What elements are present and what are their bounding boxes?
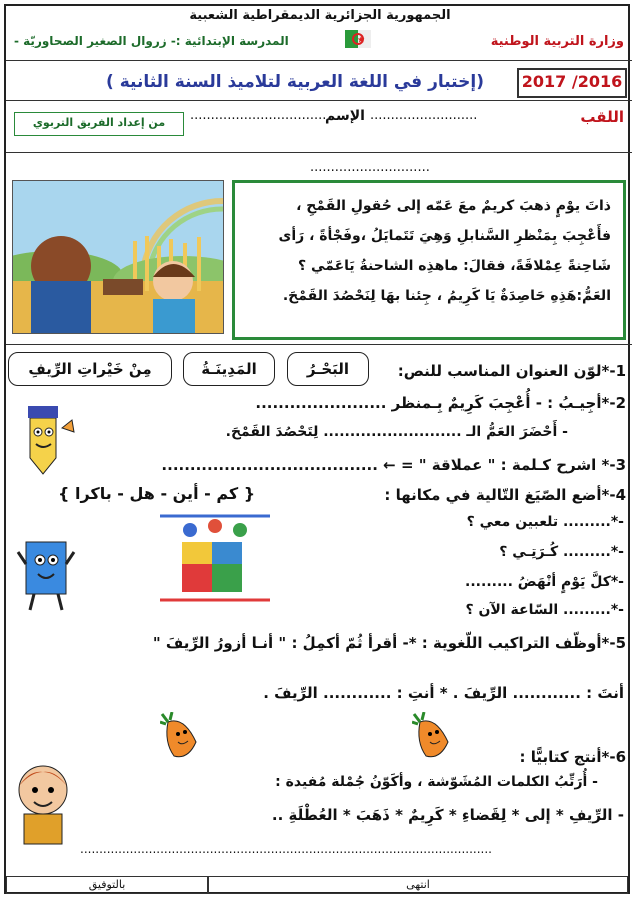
q4-line-1: -*......... تلعبين معي ؟ xyxy=(466,514,624,530)
question-1: 1-*لوّن العنوان المناسب للنص: xyxy=(397,362,626,380)
question-6: 6-*أنتج كتابيًّا : xyxy=(519,748,626,766)
title-option-city[interactable]: المَدِينَـةُ xyxy=(183,352,275,386)
boy-mascot-icon xyxy=(10,756,76,852)
question-6-words: - الرِّيفِ * إلى * لِقَضاءِ * كَرِيمٌ * ذَهَبَ * العُطْلَةِ .. xyxy=(271,806,624,824)
title-option-sea[interactable]: البَحْـرُ xyxy=(287,352,369,386)
q4-line-2: -*......... كُـرَتِـي ؟ xyxy=(499,544,624,560)
question-4-words: { كم - أين - هل - باكرا } xyxy=(58,484,256,503)
carrot-mascot-icon xyxy=(160,712,208,768)
surname-label: اللقب xyxy=(580,108,624,126)
school-year: 2017 /2016 xyxy=(521,72,623,91)
ministry-name: وزارة التربية الوطنية xyxy=(490,34,624,49)
surname-dots: .......................... xyxy=(370,108,478,123)
wheat-field-illustration xyxy=(12,180,224,334)
story-line: فأَعْجِبَ بِمَنْظرِ السَّنابلِ وَهِيَ تَتَمايَلُ ،وفَجْأةً ، رَأى xyxy=(278,228,611,244)
title-option-countryside[interactable]: مِنْ خَيْراتِ الرِّيفِ xyxy=(8,352,172,386)
story-line: شَاحِنةً عِمْلاقَةً، فقالَ: ماهذِه الشاحنةُ يَاعَمّي ؟ xyxy=(298,258,611,274)
prepared-by: من إعداد الفريق التربوي xyxy=(32,116,166,129)
q4-line-4: -*......... السّاعة الآن ؟ xyxy=(465,602,624,618)
footer-good-luck: بالتوفيق xyxy=(6,876,208,894)
puzzle-people-icon xyxy=(160,512,270,608)
answer-dots: ............................................................................................................ xyxy=(80,842,492,856)
pencil-mascot-icon xyxy=(18,398,76,480)
name-dots: ................................. xyxy=(190,108,327,123)
story-line: ذاتَ يوْمٍ ذهبَ كريمٌ معَ عَمّه إلى حُقولِ القَمْحِ ، xyxy=(296,198,611,214)
q4-line-3: -*كلَّ يَوْمٍ أنْهَضُ ......... xyxy=(465,574,624,590)
carrot-mascot-icon xyxy=(412,712,460,768)
school-name: المدرسة الإبتدائية :- زروال الصغير الصحاوريّة - xyxy=(14,34,289,48)
republic-title: الجمهورية الجزائرية الديمقراطية الشعبية xyxy=(189,8,451,23)
question-5-line: أنتَ : ............ الرِّيفَ . * أنتِ : ............ الرِّيفَ . xyxy=(263,684,624,702)
book-mascot-icon xyxy=(16,534,76,616)
question-3: 3-* اشرح كـلمة : " عملاقة " = ← ...................................... xyxy=(161,456,626,474)
question-6-instruction: - أُرَتِّبُ الكلمات المُشَوّشة ، وأكَوّنُ جُمْلة مُفيدة : xyxy=(275,774,598,790)
question-2-part-b: - أَحْضَرَ العَمُّ الـ .......................... لِتَحْصُدَ القَمْحَ. xyxy=(225,424,568,440)
exam-title: (إختبار في اللغة العربية لتلاميذ السنة الثانية ) xyxy=(106,72,484,92)
story-line: العَمُّ:هَذِهِ حَاصِدَةٌ يَا كَرِيمُ ، جِئنا بهَا لِنَحْصُدَ القَمْحَ. xyxy=(282,288,611,304)
question-5: 5-*أوظّف التراكيب اللّغوية : *- أقرأ ثُمّ أكمِلُ : " أنـا أزورُ الرِّيفَ " xyxy=(152,634,626,652)
name-label: الإسم xyxy=(325,108,365,124)
question-2: 2-*أجِيـبُ : - أُعْجِبَ كَرِيمٌ بِـمنظر ....................... xyxy=(255,394,626,412)
story-dots: ............................. xyxy=(310,160,430,175)
flag-icon xyxy=(345,30,371,52)
story-box xyxy=(232,180,626,340)
question-4: 4-*أضع الصّيَغ التّالية في مكانها : xyxy=(384,486,626,504)
footer-end: انتهى xyxy=(208,876,628,894)
